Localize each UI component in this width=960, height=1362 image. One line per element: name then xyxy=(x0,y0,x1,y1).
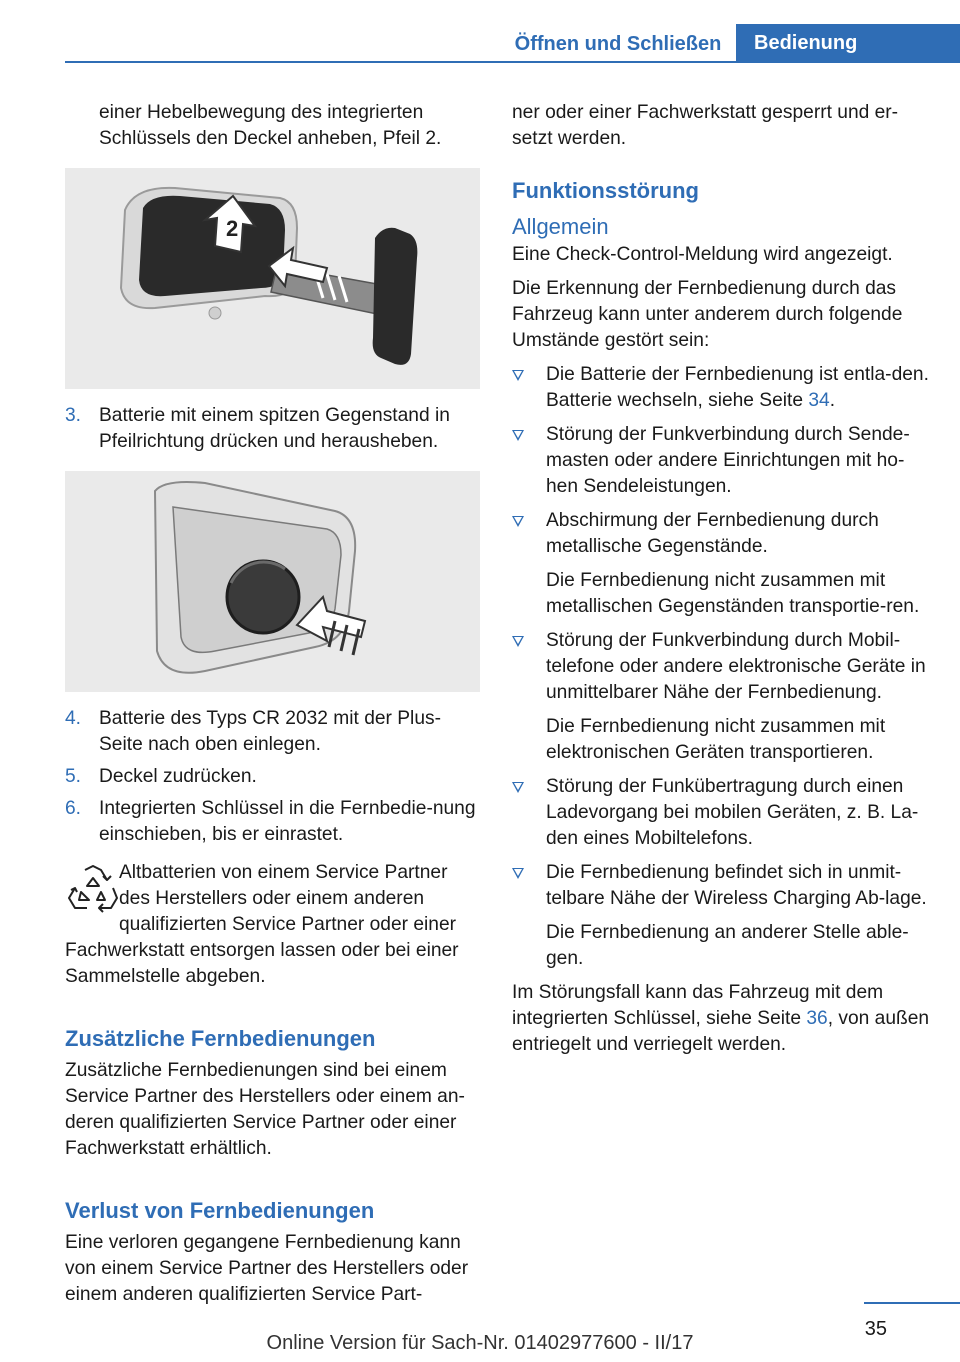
list-item: Störung der Funkübertragung durch einen Ladevorgang bei mobilen Geräten, z. B. La-den eines Mobiltelefons. xyxy=(512,774,932,852)
step-list-b xyxy=(65,706,480,848)
bullet-triangle-icon xyxy=(512,430,524,441)
list-item: Abschirmung der Fernbedienung durch metallische Gegenstände. Die Fernbedienung nicht zusammen mit metallischen Gegenständen transportie-ren. xyxy=(512,508,932,620)
recycle-rest: Fachwerkstatt entsorgen lassen oder bei einer Sammelstelle abgeben. xyxy=(65,940,459,987)
step-number: 5. xyxy=(65,766,82,787)
arrow-2-label: 2 xyxy=(226,216,239,241)
footer-rule xyxy=(864,1302,960,1304)
heading-malfunction: Funktionsstörung xyxy=(512,178,699,203)
chapter-tab: Bedienung xyxy=(736,24,960,63)
list-item xyxy=(65,403,480,455)
intro-text: einer Hebelbewegung des integrierten Schlüssels den Deckel anheben, Pfeil 2. xyxy=(99,102,442,149)
lost-remotes-text: Eine verloren gegangene Fernbedienung kann von einem Service Partner des Herstellers oder einem anderen qualifizierten Service Part- xyxy=(65,1232,469,1305)
step-number: 6. xyxy=(65,798,82,819)
recycle-line-2: des Herstellers oder einem anderen xyxy=(119,888,425,909)
recycling-icon xyxy=(65,862,121,918)
step-number: 3. xyxy=(65,405,82,426)
right-column xyxy=(512,100,932,1058)
step-text: Batterie des Typs CR 2032 mit der Plus-Seite nach oben einlegen. xyxy=(99,708,441,755)
detection-text: Die Erkennung der Fernbedienung durch das Fahrzeug kann unter anderem durch folgende Umstände gestört sein: xyxy=(512,278,903,351)
figure-remove-battery xyxy=(65,471,480,692)
step-text: Deckel zudrücken. xyxy=(99,766,257,787)
causes-list xyxy=(512,362,932,972)
list-item xyxy=(65,706,480,758)
check-control-text: Eine Check-Control-Meldung wird angezeigt. xyxy=(512,244,893,265)
step-text: Batterie mit einem spitzen Gegenstand in Pfeilrichtung drücken und herausheben. xyxy=(99,405,450,452)
bullet-triangle-icon xyxy=(512,370,524,381)
bullet-triangle-icon xyxy=(512,782,524,793)
heading-extra-remotes: Zusätzliche Fernbedienungen xyxy=(65,1026,376,1051)
extra-remotes-text: Zusätzliche Fernbedienungen sind bei einem Service Partner des Herstellers oder einem an-deren qualifizierten Service Partner oder einer Fachwerkstatt erhältlich. xyxy=(65,1060,465,1159)
recycle-line-3: qualifizierten Service Partner oder einer xyxy=(119,914,457,935)
fallback-text: Im Störungsfall kann das Fahrzeug mit dem integrierten Schlüssel, siehe Seite 36, von außen entriegelt und verriegelt werden. xyxy=(512,982,930,1055)
continued-text: ner oder einer Fachwerkstatt gesperrt und er-setzt werden. xyxy=(512,102,899,149)
step-number: 4. xyxy=(65,708,82,729)
recycle-note xyxy=(65,860,480,990)
step-list-a xyxy=(65,403,480,455)
bullet-triangle-icon xyxy=(512,516,524,527)
list-item xyxy=(65,796,480,848)
step-text: Integrierten Schlüssel in die Fernbedie-nung einschieben, bis er einrastet. xyxy=(99,798,476,845)
list-item: Störung der Funkverbindung durch Sende-masten oder andere Einrichtungen mit ho-hen Sendeleistungen. xyxy=(512,422,932,500)
list-item xyxy=(65,764,480,790)
figure-open-key-cover xyxy=(65,168,480,389)
page-number: 35 xyxy=(864,1318,887,1340)
section-title: Öffnen und Schließen xyxy=(514,33,722,55)
footer-version: Online Version für Sach-Nr. 01402977600 - II/17 xyxy=(266,1332,694,1354)
left-column xyxy=(65,100,480,1308)
heading-lost-remotes: Verlust von Fernbedienungen xyxy=(65,1198,375,1223)
bullet-triangle-icon xyxy=(512,868,524,879)
list-item: Die Fernbedienung befindet sich in unmit-telbare Nähe der Wireless Charging Ab-lage. Die Fernbedienung an anderer Stelle able-gen. xyxy=(512,860,932,972)
bullet-triangle-icon xyxy=(512,636,524,647)
header-rule xyxy=(65,61,960,63)
list-item: Störung der Funkverbindung durch Mobil-telefone oder andere elektronische Geräte in unmittelbarer Nähe der Fernbedienung. Die Fernbedienung nicht zusammen mit elektronischen Geräten transportieren. xyxy=(512,628,932,766)
list-item: Die Batterie der Fernbedienung ist entla-den. Batterie wechseln, siehe Seite 34. xyxy=(512,362,932,414)
page-link-36[interactable]: 36 xyxy=(806,1008,828,1029)
heading-general: Allgemein xyxy=(512,214,609,239)
page-link-34[interactable]: 34 xyxy=(808,390,830,411)
recycle-line-1: Altbatterien von einem Service Partner xyxy=(119,862,448,883)
